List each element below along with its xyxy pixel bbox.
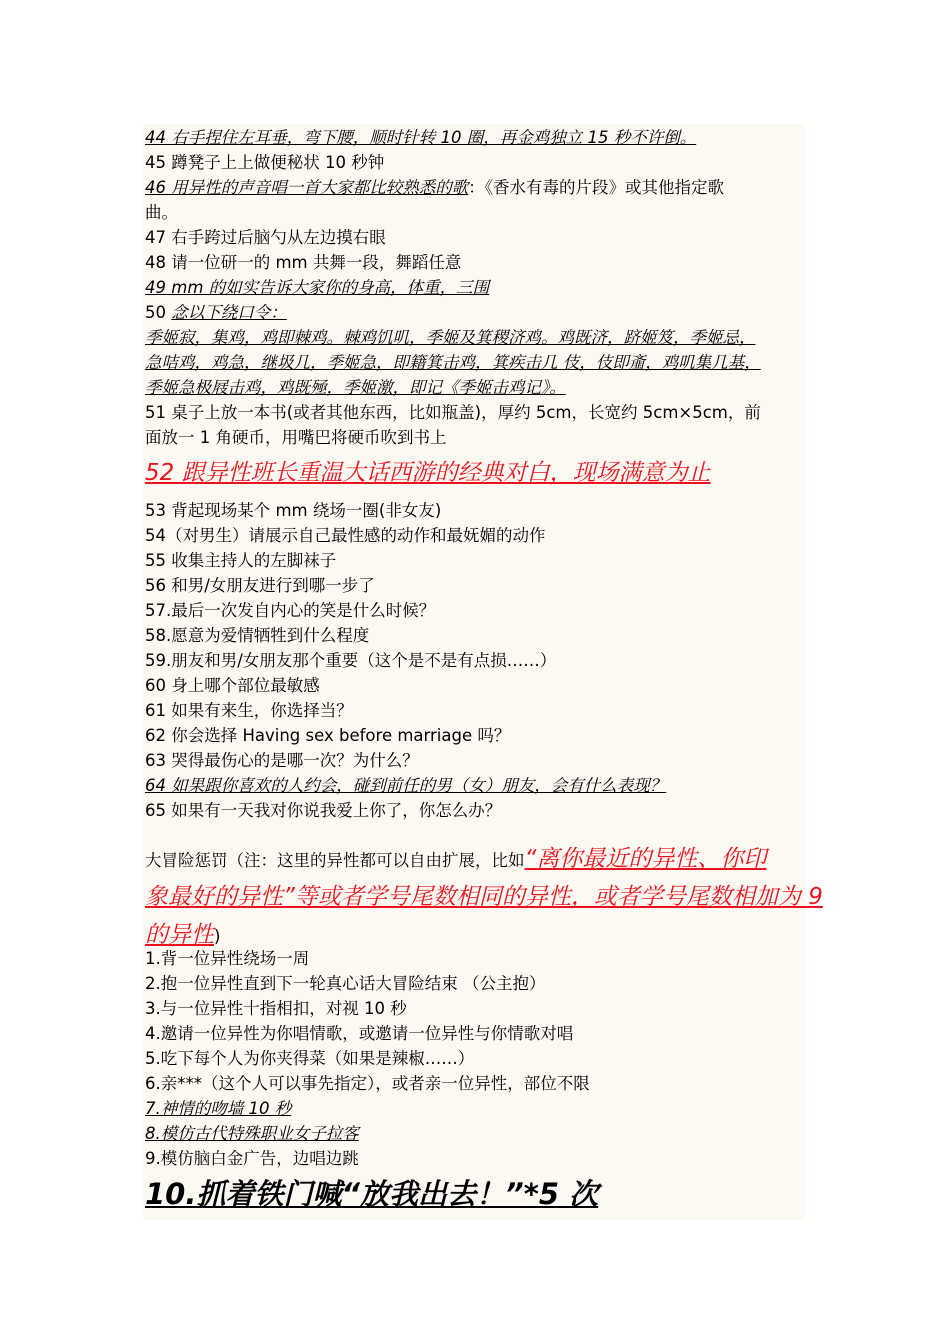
item-61: 61 如果有来生，你选择当？ — [145, 701, 353, 720]
item-62: 62 你会选择 Having sex before marriage 吗？ — [145, 726, 511, 745]
item-45: 45 蹲凳子上上做便秘状 10 秒钟 — [145, 153, 385, 172]
dare-7: 7.神情的吻墙 10 秒 — [145, 1099, 292, 1118]
item-55: 55 收集主持人的左脚袜子 — [145, 551, 337, 570]
item-57: 57.最后一次发自内心的笑是什么时候？ — [145, 601, 436, 620]
dare-10: 10.抓着铁门喊“放我出去！”*5 次 — [145, 1177, 599, 1211]
dare-8: 8.模仿古代特殊职业女子拉客 — [145, 1124, 359, 1143]
dare-2: 2.抱一位异性直到下一轮真心话大冒险结束 （公主抱） — [145, 974, 546, 993]
item-46-cont: 曲。 — [145, 203, 178, 222]
item-50-title: 念以下绕口令： — [171, 303, 287, 322]
dare-3: 3.与一位异性十指相扣，对视 10 秒 — [145, 999, 407, 1018]
item-58: 58.愿意为爱情牺牲到什么程度 — [145, 626, 370, 645]
dare-6: 6.亲***（这个人可以事先指定），或者亲一位异性，部位不限 — [145, 1074, 590, 1093]
item-60: 60 身上哪个部位最敏感 — [145, 676, 320, 695]
tongue-twister-2: 急咭鸡，鸡急，继圾几，季姬急，即籍箕击鸡，箕疾击几 伎，伎即齑，鸡叽集几基， — [145, 353, 761, 372]
tongue-twister-3: 季姬急极屐击鸡，鸡既殛，季姬激，即记《季姬击鸡记》。 — [145, 378, 566, 397]
item-56: 56 和男/女朋友进行到哪一步了 — [145, 576, 375, 595]
item-48: 48 请一位研一的 mm 共舞一段，舞蹈任意 — [145, 253, 462, 272]
dare-intro-lead: 大冒险惩罚（注：这里的异性都可以自由扩展，比如 — [145, 851, 525, 870]
dare-intro-highlight: “离你最近的异性、你印 — [524, 846, 767, 872]
item-65: 65 如果有一天我对你说我爱上你了，你怎么办？ — [145, 801, 502, 820]
item-44: 44 右手捏住左耳垂，弯下腰，顺时针转 10 圈，再金鸡独立 15 秒不许倒。 — [145, 128, 697, 147]
item-49: 49 mm 的如实告诉大家你的身高，体重，三围 — [145, 278, 490, 297]
item-63: 63 哭得最伤心的是哪一次？为什么？ — [145, 751, 419, 770]
tongue-twister-1: 季姬寂，集鸡，鸡即棘鸡。棘鸡饥叽，季姬及箕稷济鸡。鸡既济，跻姬笈，季姬忌， — [145, 328, 756, 347]
item-64: 64 如果跟你喜欢的人约会，碰到前任的男（女）朋友，会有什么表现？ — [145, 776, 667, 795]
item-59: 59.朋友和男/女朋友那个重要（这个是不是有点损……） — [145, 651, 557, 670]
item-54: 54（对男生）请展示自己最性感的动作和最妩媚的动作 — [145, 526, 546, 545]
dare-intro-close: ) — [214, 927, 221, 946]
dare-1: 1.背一位异性绕场一周 — [145, 949, 310, 968]
dare-intro-highlight-cont: 象最好的异性”等或者学号尾数相同的异性，或者学号尾数相加为 9 — [145, 884, 823, 910]
item-53: 53 背起现场某个 mm 绕场一圈(非女友) — [145, 501, 442, 520]
item-50-num: 50 — [145, 303, 172, 322]
item-50 — [145, 300, 815, 325]
item-51-cont: 面放一 1 角硬币，用嘴巴将硬币吹到书上 — [145, 428, 447, 447]
item-46-title: 46 用异性的声音唱一首大家都比较熟悉的歌 — [145, 178, 469, 197]
dare-intro — [145, 844, 815, 876]
item-51: 51 桌子上放一本书(或者其他东西，比如瓶盖)，厚约 5cm，长宽约 5cm×5cm，前 — [145, 403, 761, 422]
dare-5: 5.吃下每个人为你夹得菜（如果是辣椒……） — [145, 1049, 475, 1068]
dare-intro-highlight-end: 的异性 — [145, 922, 214, 948]
dare-9: 9.模仿脑白金广告，边唱边跳 — [145, 1149, 359, 1168]
item-52: 52 跟异性班长重温大话西游的经典对白，现场满意为止 — [145, 460, 711, 486]
item-46-detail: ：《香水有毒的片段》或其他指定歌 — [468, 178, 724, 197]
item-47: 47 右手跨过后脑勺从左边摸右眼 — [145, 228, 386, 247]
dare-4: 4.邀请一位异性为你唱情歌，或邀请一位异性与你情歌对唱 — [145, 1024, 574, 1043]
item-46 — [145, 175, 815, 200]
